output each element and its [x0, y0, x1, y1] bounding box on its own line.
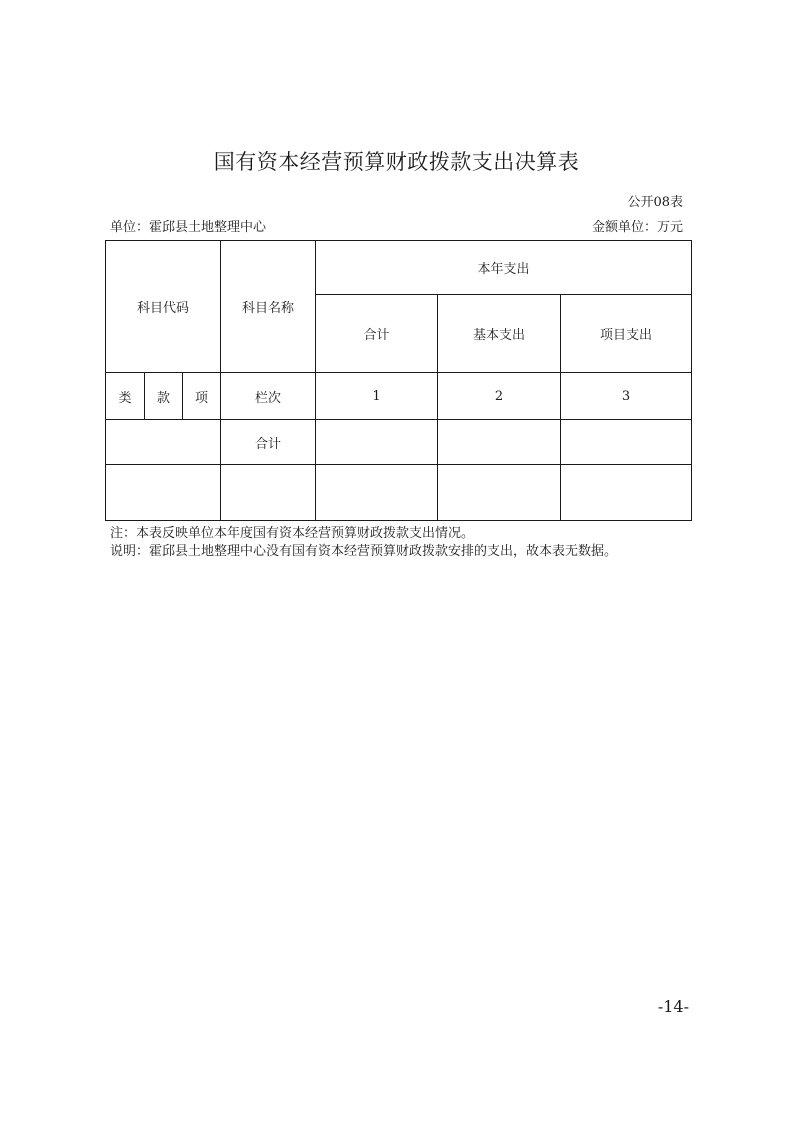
- total-row: [106, 420, 692, 465]
- total-row-project: [561, 420, 692, 465]
- total-row-basic: [438, 420, 561, 465]
- explanation-line: 说明：霍邱县土地整理中心没有国有资本经营预算财政拨款安排的支出，故本表无数据。: [110, 544, 618, 559]
- note-line: 注：本表反映单位本年度国有资本经营预算财政拨款支出情况。: [110, 526, 475, 541]
- page-number: -14-: [657, 997, 689, 1016]
- subject-code-header: 科目代码: [106, 241, 221, 373]
- table-code: 公开08表: [627, 195, 683, 210]
- lei-cell: 类: [106, 373, 145, 420]
- total-row-code: [106, 420, 221, 465]
- notes: [110, 525, 617, 561]
- header-row-1: [106, 241, 692, 295]
- lanci-cell: 栏次: [221, 373, 316, 420]
- project-header: 项目支出: [561, 295, 692, 373]
- column-number-2: 2: [438, 373, 561, 420]
- page-title: 国有资本经营预算财政拨款支出决算表: [213, 150, 580, 174]
- total-row-label: 合计: [221, 420, 316, 465]
- total-header: 合计: [316, 295, 438, 373]
- empty-row-project: [561, 465, 692, 521]
- column-number-1: 1: [316, 373, 438, 420]
- basic-header: 基本支出: [438, 295, 561, 373]
- subject-name-header: 科目名称: [221, 241, 316, 373]
- current-year-header: 本年支出: [316, 241, 692, 295]
- index-row: [106, 373, 692, 420]
- xiang-cell: 项: [183, 373, 221, 420]
- expenditure-table: [105, 240, 692, 521]
- total-row-total: [316, 420, 438, 465]
- empty-row: [106, 465, 692, 521]
- amount-unit-label: 金额单位：万元: [591, 220, 683, 235]
- empty-row-name: [221, 465, 316, 521]
- kuan-cell: 款: [145, 373, 183, 420]
- empty-row-code: [106, 465, 221, 521]
- unit-label: 单位：霍邱县土地整理中心: [110, 220, 267, 235]
- empty-row-total: [316, 465, 438, 521]
- column-number-3: 3: [561, 373, 692, 420]
- empty-row-basic: [438, 465, 561, 521]
